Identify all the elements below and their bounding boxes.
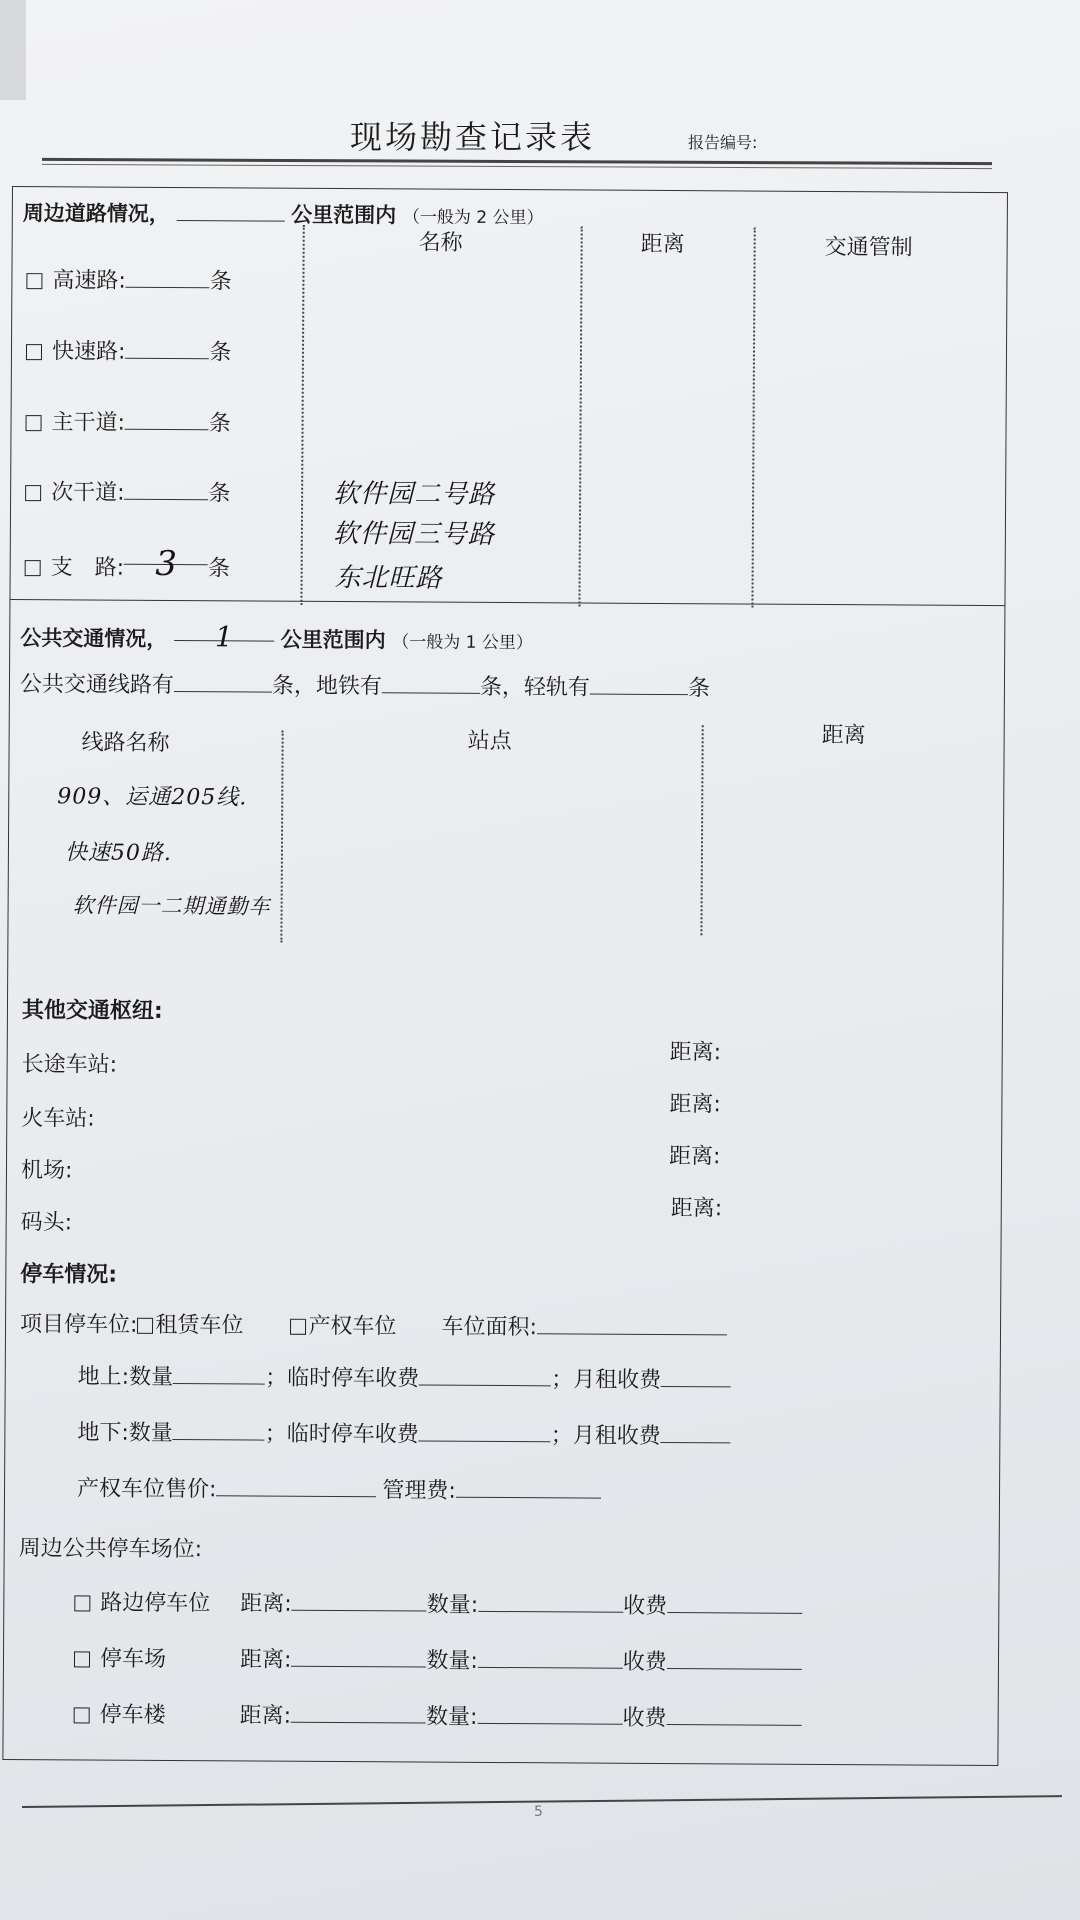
road-row-expressway: 高速路: 条 (26, 263, 232, 295)
project-parking-row: 项目停车位: 租赁车位 产权车位 车位面积: (20, 1307, 727, 1342)
roads-divider-2 (578, 226, 582, 606)
garage-count-field[interactable] (477, 1703, 622, 1725)
handwritten-line-3: 软件园一二期通勤车 (72, 893, 271, 919)
street-count-field[interactable] (478, 1591, 623, 1613)
above-temp-fee-field[interactable] (419, 1365, 551, 1387)
report-number-label: 报告编号: (688, 133, 758, 152)
roads-col-traffic: 交通管制 (824, 234, 913, 261)
handwritten-road-1: 软件园二号路 (333, 478, 496, 510)
parking-garage-checkbox[interactable] (74, 1707, 90, 1723)
road-row-branch: 支 路: 3 条 (25, 543, 231, 582)
fastway-checkbox[interactable] (26, 344, 42, 360)
roads-divider-1 (300, 225, 304, 605)
below-count-field[interactable] (173, 1419, 265, 1441)
hub-airport-distance: 距离: (669, 1144, 721, 1170)
own-space-price-field[interactable] (216, 1475, 376, 1497)
below-temp-fee-field[interactable] (419, 1421, 551, 1443)
roads-col-distance: 距离 (640, 231, 685, 258)
transit-col-line: 线路名称 (81, 730, 170, 756)
transit-radius-field[interactable]: 1 (174, 620, 274, 642)
parking-lot-checkbox[interactable] (74, 1651, 90, 1667)
roads-radius-field[interactable] (176, 200, 284, 222)
public-parking-row-street: 路边停车位 距离: 数量: 收费 (74, 1585, 802, 1620)
rent-space-checkbox[interactable] (137, 1318, 153, 1334)
handwritten-line-2: 快速50路. (64, 840, 173, 866)
transit-lines-row: 公共交通线路有 条，地铁有 条，轻轨有 条 (19, 672, 711, 702)
lot-distance-field[interactable] (291, 1646, 426, 1668)
lot-count-field[interactable] (478, 1647, 623, 1669)
above-ground-row: 地上:数量 ；临时停车收费 ；月租收费 (78, 1359, 732, 1394)
own-space-checkbox[interactable] (290, 1319, 306, 1335)
garage-distance-field[interactable] (291, 1702, 426, 1724)
space-area-field[interactable] (537, 1313, 727, 1335)
hub-long-distance-distance: 距离: (669, 1040, 722, 1066)
hub-long-distance: 长途车站: (21, 1052, 118, 1078)
transit-divider-1 (280, 731, 283, 943)
roads-col-name: 名称 (418, 230, 463, 256)
transit-header (20, 619, 533, 655)
street-fee-field[interactable] (667, 1592, 802, 1614)
fastway-count-field[interactable] (125, 338, 209, 360)
title-rule-thin (42, 164, 992, 169)
public-parking-row-garage: 停车楼 距离: 数量: 收费 (74, 1697, 802, 1732)
road-row-fastway: 快速路: 条 (26, 334, 232, 366)
branch-checkbox[interactable] (25, 560, 41, 576)
underground-row: 地下:数量 ；临时停车收费 ；月租收费 (77, 1415, 731, 1450)
light-rail-count-field[interactable] (590, 674, 688, 696)
hub-train-distance: 距离: (669, 1092, 721, 1118)
street-distance-field[interactable] (292, 1590, 427, 1612)
subway-count-field[interactable] (382, 672, 480, 694)
roads-title: 周边道路情况， (22, 201, 170, 226)
hub-pier-distance: 距离: (670, 1196, 723, 1222)
expressway-count-field[interactable] (126, 267, 210, 289)
public-parking-row-lot: 停车场 距离: 数量: 收费 (74, 1641, 802, 1676)
handwritten-road-3: 东北旺路 (334, 562, 443, 594)
arterial-checkbox[interactable] (26, 415, 42, 431)
transit-title: 公共交通情况， (20, 626, 168, 651)
hub-pier: 码头: (20, 1210, 73, 1236)
road-row-secondary: 次干道: 条 (25, 475, 231, 507)
paper-edge (0, 0, 26, 100)
roads-section-divider (10, 599, 1004, 606)
transit-divider-2 (700, 725, 703, 935)
handwritten-line-1: 909、运通205线. (57, 784, 248, 811)
road-row-arterial: 主干道: 条 (25, 405, 231, 437)
transit-line-count-field[interactable] (174, 671, 272, 693)
roads-scope: 公里范围内 (291, 202, 397, 228)
garage-fee-field[interactable] (666, 1704, 801, 1726)
hub-airport: 机场: (20, 1158, 73, 1184)
lot-fee-field[interactable] (667, 1648, 802, 1670)
roads-divider-3 (751, 228, 755, 608)
management-fee-field[interactable] (456, 1477, 601, 1499)
expressway-checkbox[interactable] (26, 273, 42, 289)
transit-col-station: 站点 (467, 728, 512, 755)
secondary-checkbox[interactable] (25, 485, 41, 501)
transit-col-distance: 距离 (821, 722, 866, 749)
above-month-fee-field[interactable] (661, 1366, 731, 1387)
survey-form (2, 186, 1008, 1766)
street-parking-checkbox[interactable] (74, 1595, 90, 1611)
page-mark: 5 (534, 1804, 543, 1820)
above-count-field[interactable] (173, 1363, 265, 1385)
parking-title: 停车情况: (20, 1262, 118, 1288)
below-month-fee-field[interactable] (661, 1422, 731, 1443)
arterial-count-field[interactable] (125, 409, 209, 431)
hub-train: 火车站: (21, 1106, 95, 1132)
branch-count-field[interactable]: 3 (124, 544, 208, 566)
roads-scope-note: （一般为 2 公里） (402, 207, 544, 229)
transit-scope: 公里范围内 (280, 627, 386, 653)
public-parking-title: 周边公共停车场位: (18, 1536, 203, 1563)
own-space-price-row: 产权车位售价: 管理费: (77, 1471, 601, 1505)
roads-header (23, 197, 544, 230)
transit-scope-note: （一般为 1 公里） (392, 632, 533, 654)
secondary-count-field[interactable] (125, 479, 209, 501)
form-title: 现场勘查记录表 (350, 118, 596, 156)
handwritten-road-2: 软件园三号路 (332, 518, 495, 550)
hubs-title: 其他交通枢纽: (21, 998, 163, 1024)
